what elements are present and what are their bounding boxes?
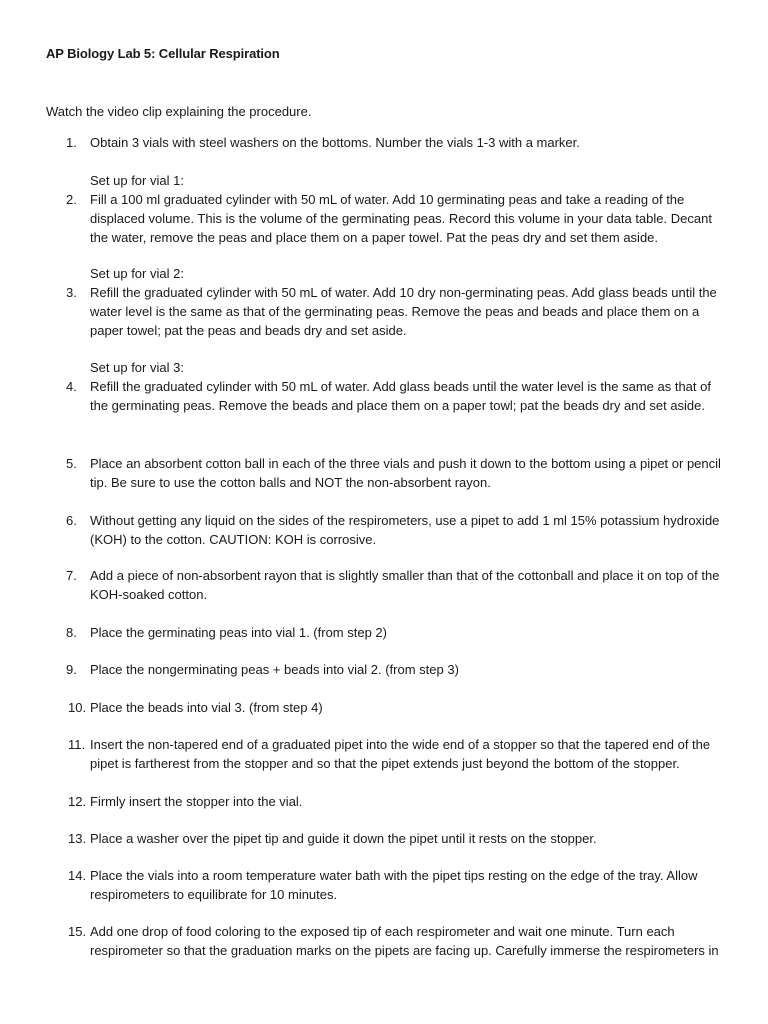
list-item bbox=[46, 660, 726, 679]
step-text: Place the nongerminating peas + beads into vial 2. (from step 3) bbox=[90, 662, 459, 677]
step-text: Obtain 3 vials with steel washers on the bottoms. Number the vials 1-3 with a marker. bbox=[90, 135, 580, 150]
step-text: Without getting any liquid on the sides of the respirometers, use a pipet to add 1 ml 15% potassium hydroxide (KOH) to the cotton. CAUTION: KOH is corrosive. bbox=[90, 513, 720, 547]
step-text: Place an absorbent cotton ball in each of the three vials and push it down to the bottom using a pipet or pencil tip. Be sure to use the cotton balls and NOT the non-absorbent rayon. bbox=[90, 456, 721, 490]
step-number: 5. bbox=[66, 456, 77, 471]
step-text: Add one drop of food coloring to the exposed tip of each respirometer and wait one minute. Turn each respirometer so that the graduation marks on the pipets are facing up. Carefully immerse the respirometers in bbox=[90, 924, 719, 958]
step-number: 15. bbox=[68, 924, 87, 939]
step-number: 14. bbox=[68, 868, 87, 883]
setup-heading-vial-3: Set up for vial 3: bbox=[90, 360, 184, 375]
step-number: 11. bbox=[68, 737, 86, 752]
list-item bbox=[46, 133, 726, 152]
list-item bbox=[46, 190, 726, 247]
step-number: 9. bbox=[66, 662, 77, 677]
step-text: Firmly insert the stopper into the vial. bbox=[90, 794, 303, 809]
step-text: Refill the graduated cylinder with 50 mL of water. Add 10 dry non-germinating peas. Add glass beads until the water level is the same as that of the germinating peas. Remove the peas and beads and place them on a paper towel; pat the peas and beads dry and set aside. bbox=[90, 285, 717, 338]
step-text: Add a piece of non-absorbent rayon that is slightly smaller than that of the cottonball and place it on top of the KOH-soaked cotton. bbox=[90, 568, 720, 602]
step-number: 10. bbox=[68, 700, 87, 715]
step-number: 7. bbox=[66, 568, 77, 583]
list-item bbox=[46, 735, 726, 773]
step-number: 2. bbox=[66, 192, 77, 207]
list-item bbox=[46, 454, 726, 492]
list-item bbox=[46, 922, 726, 960]
list-item bbox=[46, 866, 726, 904]
list-item bbox=[46, 377, 726, 415]
step-text: Place the germinating peas into vial 1. (from step 2) bbox=[90, 625, 387, 640]
list-item bbox=[46, 829, 726, 848]
setup-heading-vial-2: Set up for vial 2: bbox=[90, 266, 184, 281]
step-text: Fill a 100 ml graduated cylinder with 50 mL of water. Add 10 germinating peas and take a reading of the displaced volume. This is the volume of the germinating peas. Record this volume in your data table. Decant the water, remove the peas and place them on a paper towel. Pat the peas dry and set them aside. bbox=[90, 192, 712, 245]
step-number: 13. bbox=[68, 831, 87, 846]
step-text: Refill the graduated cylinder with 50 mL of water. Add glass beads until the water level is the same as that of the germinating peas. Remove the beads and place them on a paper towl; pat the beads dry and set aside. bbox=[90, 379, 711, 413]
step-text: Place the vials into a room temperature water bath with the pipet tips resting on the edge of the tray. Allow respirometers to equilibrate for 10 minutes. bbox=[90, 868, 698, 902]
step-number: 6. bbox=[66, 513, 77, 528]
list-item bbox=[46, 792, 726, 811]
step-number: 1. bbox=[66, 135, 77, 150]
step-number: 12. bbox=[68, 794, 87, 809]
step-text: Place a washer over the pipet tip and guide it down the pipet until it rests on the stopper. bbox=[90, 831, 597, 846]
step-text: Insert the non-tapered end of a graduated pipet into the wide end of a stopper so that the tapered end of the pipet is fartherest from the stopper and so that the pipet extends just beyond the bottom of the stopper. bbox=[90, 737, 711, 771]
list-item bbox=[46, 566, 726, 604]
list-item bbox=[46, 511, 726, 549]
document-title: AP Biology Lab 5: Cellular Respiration bbox=[46, 46, 280, 61]
list-item bbox=[46, 698, 726, 717]
list-item bbox=[46, 283, 726, 340]
intro-text: Watch the video clip explaining the procedure. bbox=[46, 104, 312, 119]
list-item bbox=[46, 623, 726, 642]
step-text: Place the beads into vial 3. (from step 4) bbox=[90, 700, 323, 715]
setup-heading-vial-1: Set up for vial 1: bbox=[90, 173, 184, 188]
step-number: 3. bbox=[66, 285, 77, 300]
step-number: 4. bbox=[66, 379, 77, 394]
step-number: 8. bbox=[66, 625, 77, 640]
